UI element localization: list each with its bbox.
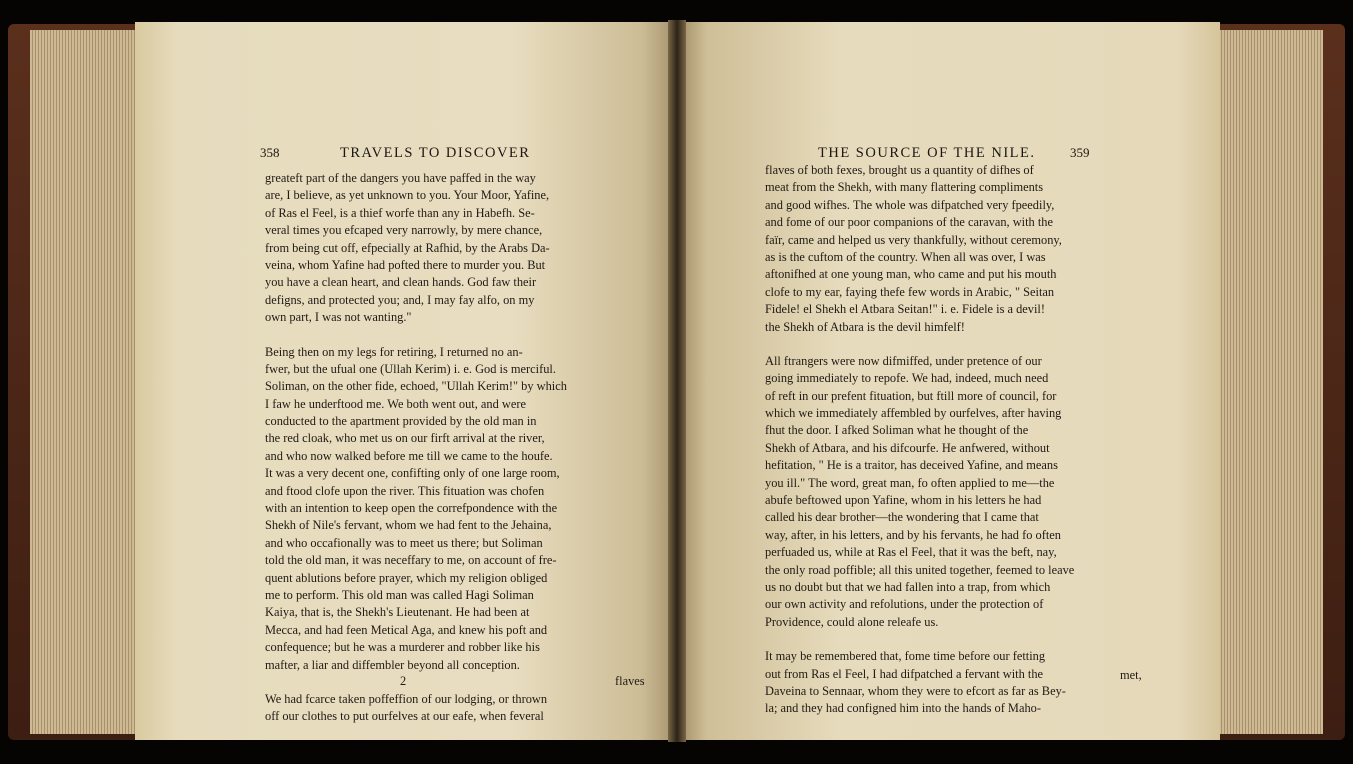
text-line: abufe beftowed upon Yafine, whom in his letters he had (765, 493, 1042, 508)
text-line: way, after, in his letters, and by his fervants, he had fo often (765, 527, 1061, 542)
text-line: and who occafionally was to meet us there; but Soliman (265, 535, 543, 550)
text-line: the only road poffible; all this united together, feemed to leave (765, 562, 1075, 577)
paragraph-gap (265, 327, 650, 344)
text-line: Shekh of Atbara, and his difcourfe. He anfwered, without (765, 440, 1050, 455)
text-line: which we immediately affembled by ourfelves, after having (765, 406, 1062, 421)
text-line: us no doubt but that we had fallen into a trap, from which (765, 579, 1051, 594)
text-line: Fidele! el Shekh el Atbara Seitan!" i. e. Fidele is a devil! (765, 302, 1045, 317)
text-line: are, I believe, as yet unknown to you. Your Moor, Yafine, (265, 188, 550, 203)
paragraph-gap (765, 336, 1150, 353)
right-page-body (765, 162, 1150, 718)
left-page-number: 358 (260, 145, 280, 160)
text-line: of Ras el Feel, is a thief worfe than any in Habefh. Se- (265, 205, 535, 220)
book-gutter (668, 20, 686, 742)
paragraph-gap (765, 631, 1150, 648)
text-line: mafter, a liar and diffembler beyond all conception. (265, 657, 520, 672)
text-line: All ftrangers were now difmiffed, under pretence of our (765, 353, 1042, 368)
text-line: faïr, came and helped us very thankfully, without ceremony, (765, 232, 1062, 247)
text-line: from being cut off, efpecially at Rafhid, by the Arabs Da- (265, 240, 550, 255)
text-line: Mecca, and had feen Metical Aga, and knew his poft and (265, 622, 548, 637)
text-line: off our clothes to put ourfelves at our eafe, when feveral (265, 709, 544, 724)
text-line: our own activity and refolutions, under the protection of (765, 597, 1044, 612)
text-line: told the old man, it was neceffary to me, on account of fre- (265, 553, 557, 568)
text-line: conducted to the apartment provided by the old man in (265, 414, 537, 429)
page-edges-right (1213, 30, 1323, 734)
text-line: I faw he underftood me. We both went out, and were (265, 396, 526, 411)
text-line: and fome of our poor companions of the caravan, with the (765, 215, 1053, 230)
text-line: as is the cuftom of the country. When all was over, I was (765, 249, 1046, 264)
right-page (680, 22, 1220, 740)
text-line: flaves of both fexes, brought us a quantity of difhes of (765, 163, 1034, 177)
text-line: confequence; but he was a murderer and robber like his (265, 640, 540, 655)
text-line: perfuaded us, while at Ras el Feel, that it was the beft, nay, (765, 545, 1057, 560)
right-running-head: THE SOURCE OF THE NILE. (818, 145, 1036, 161)
text-line: quent ablutions before prayer, which my religion obliged (265, 570, 548, 585)
text-line: Providence, could alone releafe us. (765, 614, 939, 629)
text-line: Daveina to Sennaar, whom they were to efcort as far as Bey- (765, 683, 1066, 698)
text-line: clofe to my ear, faying thefe few words in Arabic, " Seitan (765, 284, 1055, 299)
page-edges-left (30, 30, 140, 734)
left-page-body (265, 170, 650, 726)
text-line: meat from the Shekh, with many flattering compliments (765, 180, 1044, 195)
text-line: la; and they had configned him into the hands of Maho- (765, 701, 1041, 716)
text-line: the red cloak, who met us on our firft arrival at the river, (265, 431, 545, 446)
text-line: defigns, and protected you; and, I may fay alfo, on my (265, 292, 535, 307)
text-line: own part, I was not wanting." (265, 310, 412, 325)
text-line: veina, whom Yafine had pofted there to murder you. But (265, 257, 546, 272)
text-line: and good wifhes. The whole was difpatched very fpeedily, (765, 197, 1055, 212)
left-catchword: flaves (615, 674, 645, 688)
text-line: veral times you efcaped very narrowly, by mere chance, (265, 223, 543, 238)
text-line: going immediately to repofe. We had, indeed, much need (765, 371, 1049, 386)
text-line: aftonifhed at one young man, who came and put his mouth (765, 267, 1057, 282)
text-line: me to perform. This old man was called Hagi Soliman (265, 587, 534, 602)
text-line: you ill." The word, great man, fo often applied to me—the (765, 475, 1055, 490)
text-line: Being then on my legs for retiring, I returned no an- (265, 344, 523, 359)
right-page-number: 359 (1070, 145, 1090, 160)
text-line: of reft in our prefent fituation, but ftill more of council, for (765, 388, 1057, 403)
paragraph-gap (265, 674, 650, 691)
text-line: Shekh of Nile's fervant, whom we had fent to the Jehaina, (265, 518, 552, 533)
text-line: the Shekh of Atbara is the devil himfelf! (765, 319, 965, 334)
right-catchword: met, (1120, 668, 1142, 682)
text-line: It was a very decent one, confifting only of one large room, (265, 466, 560, 481)
left-page (135, 22, 673, 740)
text-line: Kaiya, that is, the Shekh's Lieutenant. He had been at (265, 605, 530, 620)
text-line: and who now walked before me till we came to the houfe. (265, 448, 553, 463)
text-line: and ftood clofe upon the river. This fituation was chofen (265, 483, 545, 498)
text-line: hefitation, " He is a traitor, has deceived Yafine, and means (765, 458, 1058, 473)
left-signature: 2 (400, 674, 407, 688)
text-line: called his dear brother—the wondering that I came that (765, 510, 1039, 525)
text-line: fhut the door. I afked Soliman what he thought of the (765, 423, 1029, 438)
text-line: It may be remembered that, fome time before our fetting (765, 649, 1046, 664)
text-line: greateft part of the dangers you have paffed in the way (265, 171, 536, 185)
text-line: out from Ras el Feel, I had difpatched a fervant with the (765, 666, 1044, 681)
text-line: you have a clean heart, and clean hands. God faw their (265, 275, 537, 290)
left-running-head: TRAVELS TO DISCOVER (340, 145, 531, 161)
text-line: Soliman, on the other fide, echoed, "Ullah Kerim!" by which (265, 379, 567, 394)
text-line: We had fcarce taken poffeffion of our lodging, or thrown (265, 691, 548, 706)
text-line: fwer, but the ufual one (Ullah Kerim) i. e. God is merciful. (265, 361, 556, 376)
text-line: with an intention to keep open the correfpondence with the (265, 501, 558, 516)
